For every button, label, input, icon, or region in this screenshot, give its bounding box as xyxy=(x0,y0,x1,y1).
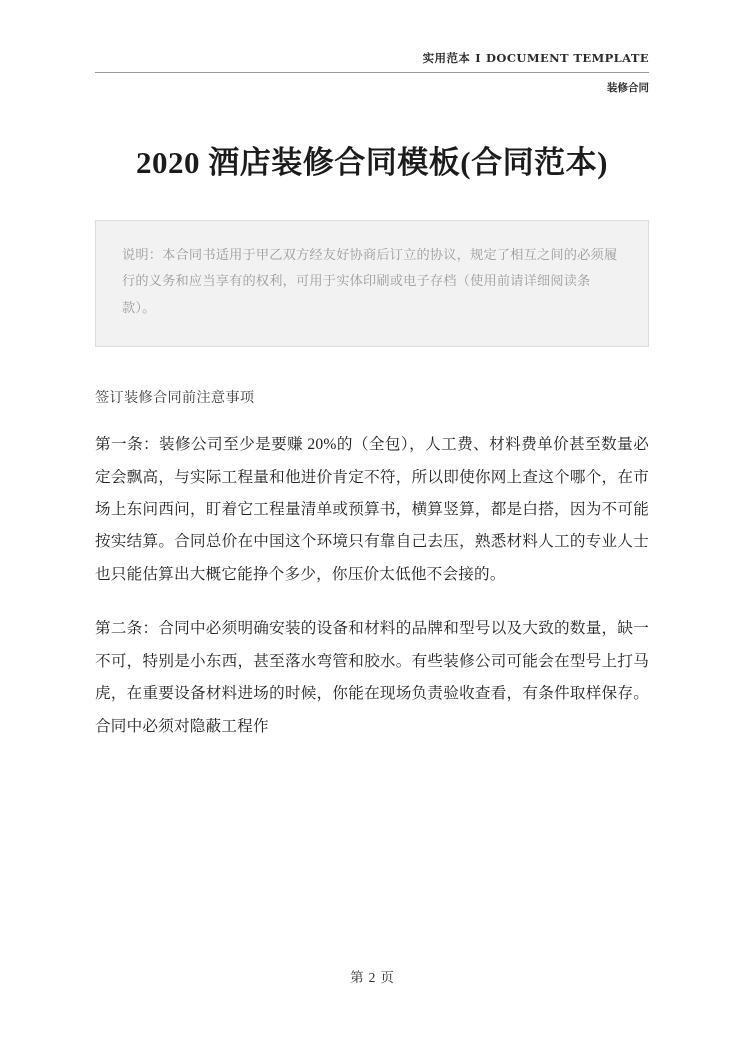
footer-page-number: 2 xyxy=(368,970,376,985)
header-brand-en: DOCUMENT TEMPLATE xyxy=(486,51,649,65)
header-divider xyxy=(95,72,649,73)
header-brand xyxy=(95,50,649,66)
page-title: 2020 酒店装修合同模板(合同范本) xyxy=(136,145,608,180)
notice-box: 说明：本合同书适用于甲乙双方经友好协商后订立的协议，规定了相互之间的必须履行的义务和应当享有的权利，可用于实体印刷或电子存档（使用前请详细阅读条款）。 xyxy=(95,220,649,347)
section-heading: 签订装修合同前注意事项 xyxy=(95,390,255,407)
paragraph-article-2: 第二条：合同中必须明确安装的设备和材料的品牌和型号以及大致的数量，缺一不可，特别是小东西，甚至落水弯管和胶水。有些装修公司可能会在型号上打马虎，在重要设备材料进场的时候，你能在现场负责验收查看，有条件取样保存。合同中必须对隐蔽工程作 xyxy=(95,620,649,735)
header-doc-category: 装修合同 xyxy=(607,82,649,94)
footer-prefix: 第 xyxy=(350,970,364,985)
header-brand-separator: I xyxy=(475,51,482,65)
paragraph-article-1: 第一条：装修公司至少是要赚 20%的（全包），人工费、材料费单价甚至数量必定会飘高，与实际工程量和他进价肯定不符，所以即使你网上查这个哪个，在市场上东问西问，盯着它工程量清单或预算书，横算竖算，都是白搭，因为不可能按实结算。合同总价在中国这个环境只有靠自己去压，熟悉材料人工的专业人士也只能估算出大概它能挣个多少，你压价太低他不会接的。 xyxy=(95,436,649,583)
page-header xyxy=(95,0,649,95)
header-brand-cn: 实用范本 xyxy=(422,51,471,65)
page-footer xyxy=(0,966,744,986)
footer-suffix: 页 xyxy=(380,970,394,985)
